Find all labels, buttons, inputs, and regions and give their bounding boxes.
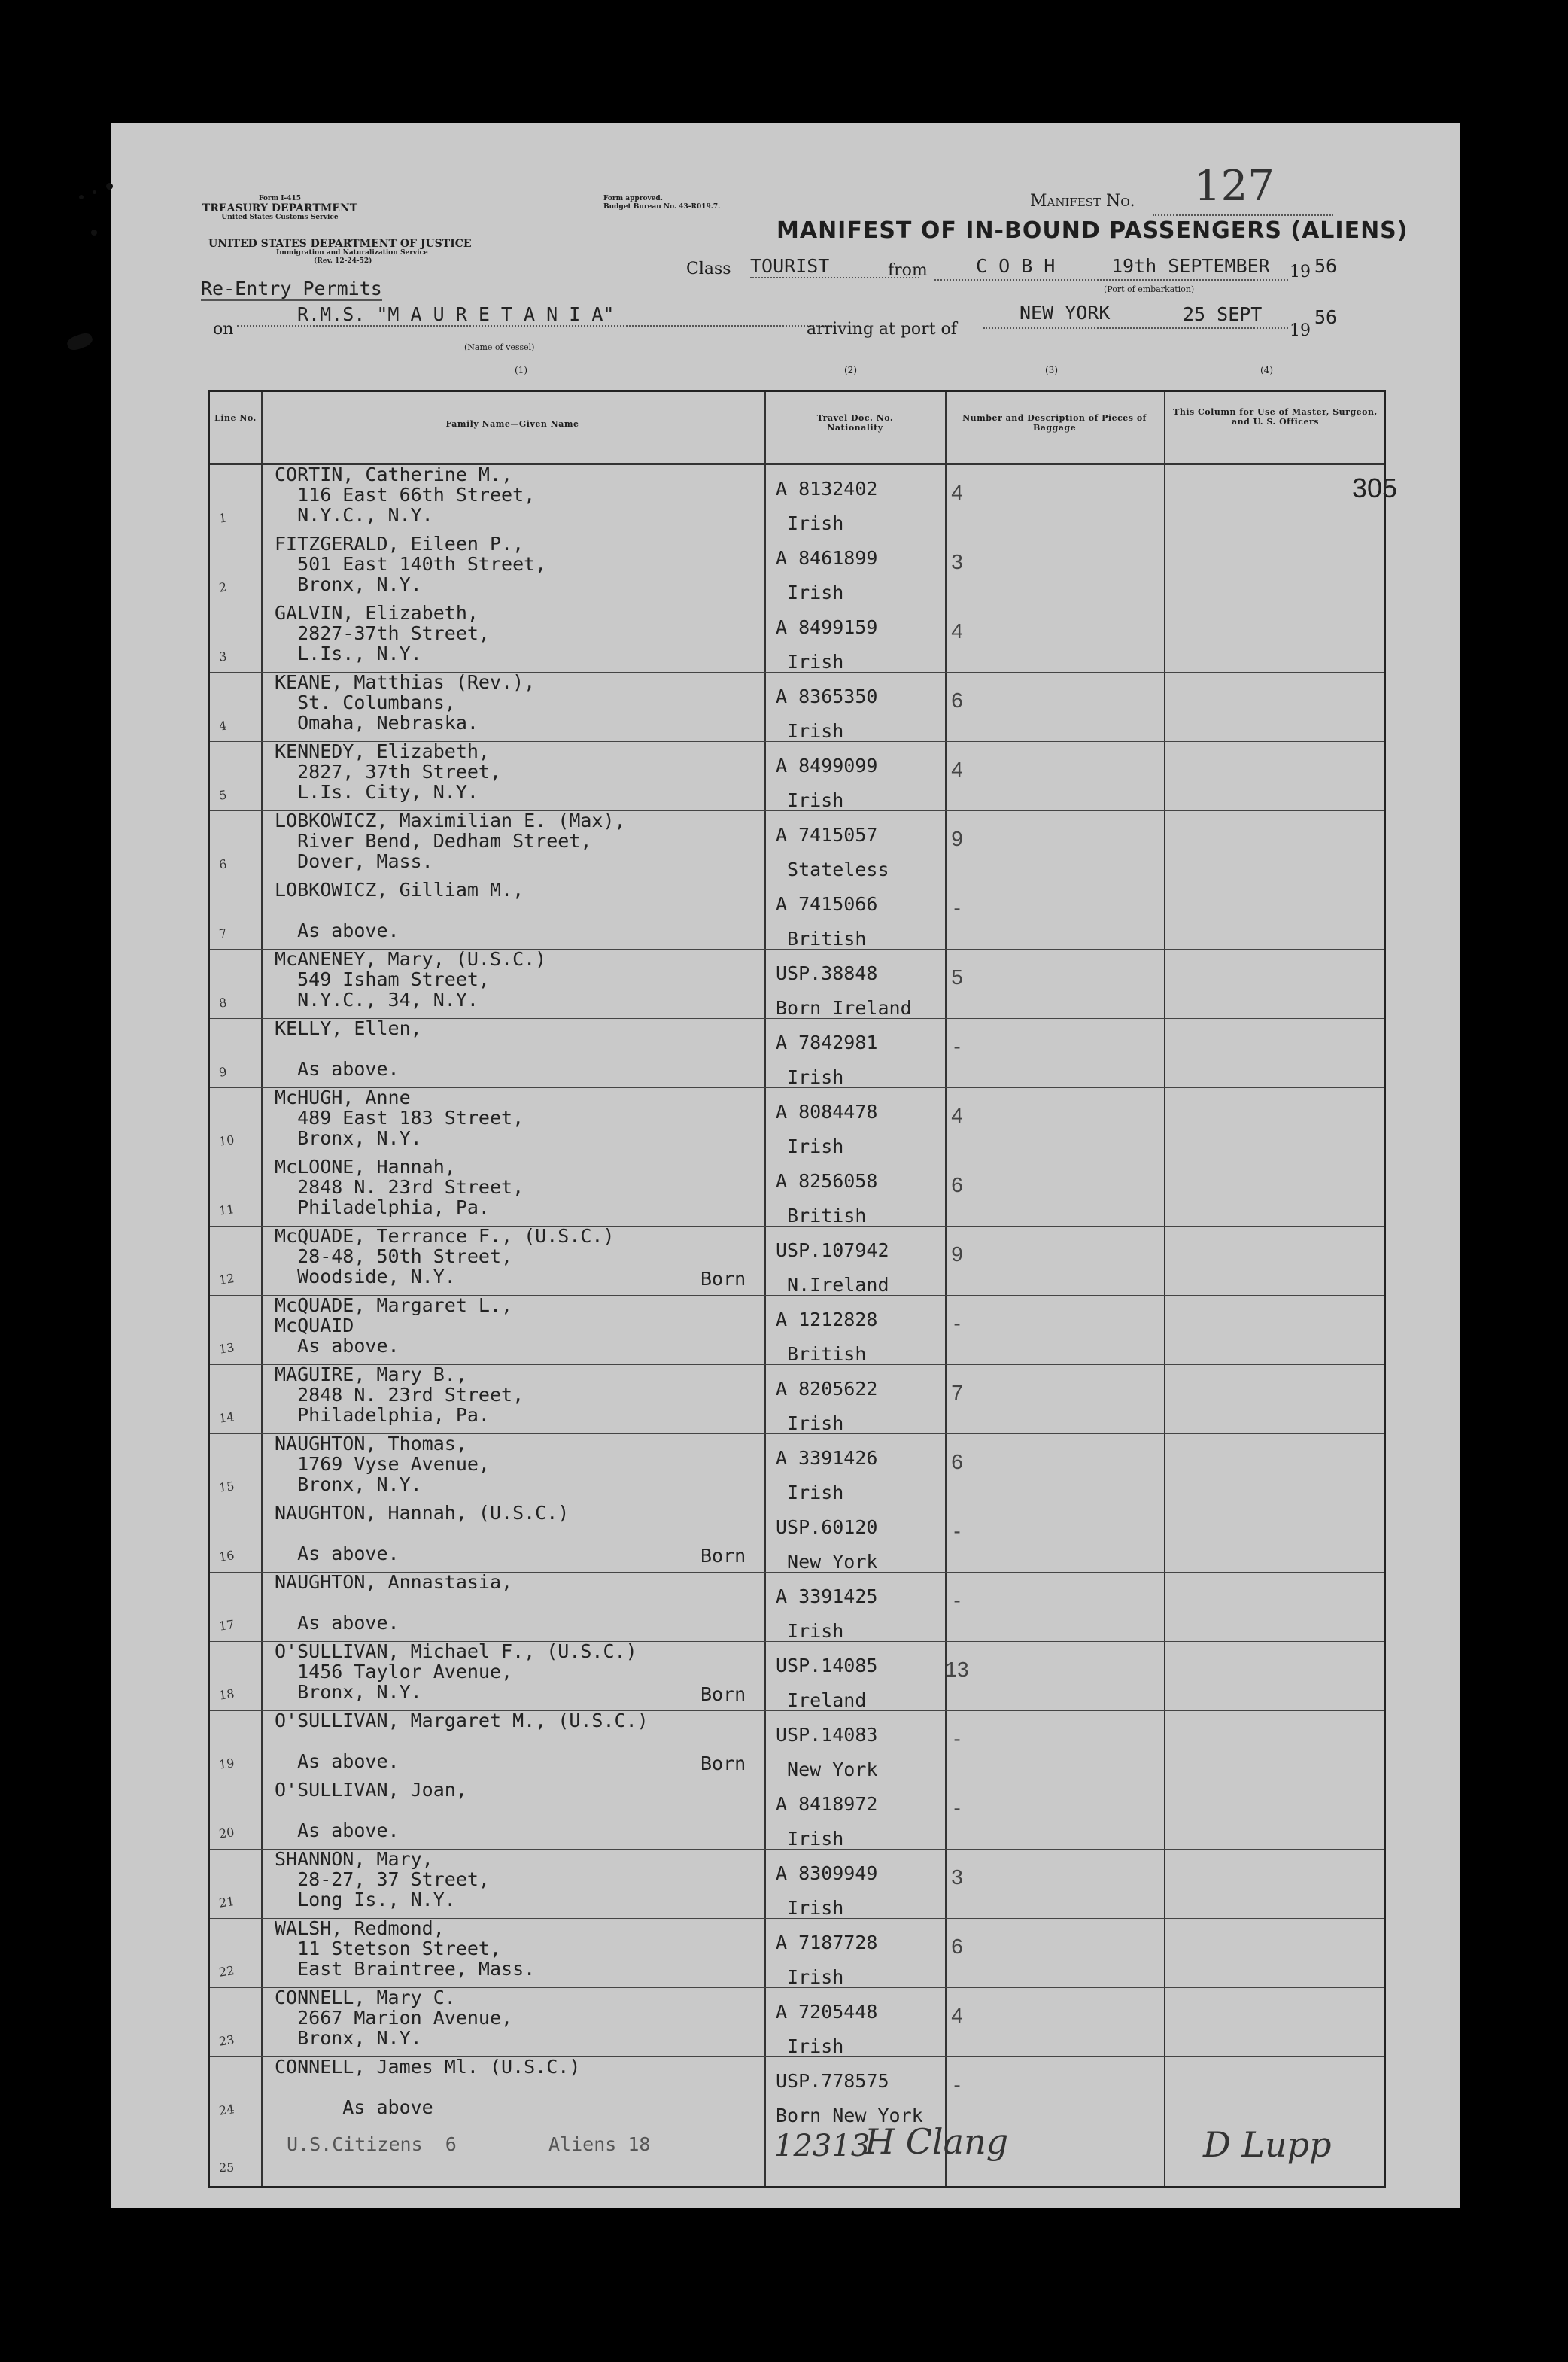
line-number: 10 <box>217 1132 236 1149</box>
citizens-count: U.S.Citizens 6 <box>287 2133 457 2155</box>
travel-doc-nationality: A 8132402 Irish <box>776 478 878 534</box>
line-number: 15 <box>217 1479 236 1495</box>
baggage-count: 5 <box>951 965 963 989</box>
header-line-no: Line No. <box>214 413 257 423</box>
passenger-name-address: KELLY, Ellen, As above. <box>275 1017 422 1080</box>
signature-1: H Clang <box>865 2121 1009 2162</box>
table-row <box>210 1710 1384 1780</box>
baggage-count: 4 <box>951 481 963 504</box>
header-officers-use: This Column for Use of Master, Surgeon, and U. S. Officers <box>1173 407 1378 427</box>
passenger-name-address: NAUGHTON, Annastasia, As above. <box>275 1571 513 1634</box>
manifest-no-line <box>1153 214 1333 216</box>
baggage-count: - <box>953 1727 961 1750</box>
punch-mark <box>79 195 84 199</box>
baggage-count: 4 <box>951 619 963 643</box>
line-number: 21 <box>217 1894 236 1911</box>
travel-doc-nationality: A 1212828 British <box>776 1309 878 1365</box>
justice-dept: UNITED STATES DEPARTMENT OF JUSTICE <box>208 238 472 250</box>
line-number: 16 <box>217 1548 236 1564</box>
baggage-count: 6 <box>951 1450 963 1473</box>
passenger-name-address: LOBKOWICZ, Gilliam M., As above. <box>275 879 524 941</box>
passenger-name-address: FITZGERALD, Eileen P., 501 East 140th Street, Bronx, N.Y. <box>275 533 547 595</box>
summary-line-no: 25 <box>219 2160 235 2175</box>
col-number-4: (4) <box>1260 365 1273 375</box>
page-title: MANIFEST OF IN-BOUND PASSENGERS (ALIENS) <box>776 217 1408 244</box>
line-number: 7 <box>217 926 228 941</box>
line-number: 19 <box>217 1756 236 1772</box>
line-number: 11 <box>217 1202 236 1218</box>
table-row <box>210 1780 1384 1850</box>
table-row <box>210 1641 1384 1711</box>
form-number: Form I-415 <box>258 195 302 202</box>
table-row <box>210 1918 1384 1988</box>
year-prefix-2: 19 <box>1290 321 1311 340</box>
passenger-name-address: O'SULLIVAN, Joan, As above. <box>275 1779 467 1841</box>
baggage-count: 6 <box>951 1935 963 1958</box>
table-row <box>210 1364 1384 1434</box>
passenger-name-address: SHANNON, Mary, 28-27, 37 Street, Long Is., N.Y. <box>275 1848 490 1911</box>
baggage-count: - <box>953 1588 961 1612</box>
travel-doc-nationality: A 7187728 Irish <box>776 1932 878 1988</box>
passenger-name-address: McHUGH, Anne 489 East 183 Street, Bronx, N.Y. <box>275 1087 524 1149</box>
line-number: 18 <box>217 1686 236 1703</box>
travel-doc-nationality: A 8084478 Irish <box>776 1101 878 1157</box>
baggage-count: 7 <box>951 1381 963 1404</box>
passenger-table <box>208 390 1386 2188</box>
born-label: Born <box>700 1268 746 1290</box>
passenger-name-address: McQUADE, Terrance F., (U.S.C.) 28-48, 50th Street, Woodside, N.Y. <box>275 1225 615 1287</box>
line-number: 3 <box>217 649 228 664</box>
born-label: Born <box>700 1545 746 1567</box>
travel-doc-nationality: USP.38848 Born Ireland <box>776 962 912 1019</box>
line-number: 9 <box>217 1064 228 1080</box>
travel-doc-nationality: A 7415066 British <box>776 893 878 950</box>
line-number: 6 <box>217 856 228 872</box>
passenger-name-address: MAGUIRE, Mary B., 2848 N. 23rd Street, Philadelphia, Pa. <box>275 1363 524 1426</box>
passenger-name-address: CONNELL, James Ml. (U.S.C.) As above <box>275 2056 581 2118</box>
baggage-count: 3 <box>951 550 963 573</box>
baggage-count: 6 <box>951 689 963 712</box>
baggage-count: 3 <box>951 1865 963 1889</box>
arrival-date: 25 SEPT <box>1183 303 1263 325</box>
passenger-name-address: McQUADE, Margaret L., McQUAID As above. <box>275 1294 513 1357</box>
header-baggage: Number and Description of Pieces of Baggage <box>962 413 1147 433</box>
table-row <box>210 949 1384 1019</box>
page-number: 305 <box>1352 473 1398 503</box>
customs-service: United States Customs Service <box>221 214 339 221</box>
table-row <box>210 1087 1384 1157</box>
travel-doc-nationality: A 7415057 Stateless <box>776 824 889 880</box>
line-number: 17 <box>217 1617 236 1634</box>
baggage-count: 6 <box>951 1173 963 1196</box>
baggage-count: 4 <box>951 1104 963 1127</box>
header-travel-doc: Travel Doc. No. Nationality <box>816 413 894 433</box>
aliens-count: Aliens 18 <box>548 2133 651 2155</box>
line-number: 14 <box>217 1409 236 1426</box>
class-value: TOURIST <box>750 255 919 278</box>
line-number: 12 <box>217 1271 236 1287</box>
treasury-dept: TREASURY DEPARTMENT <box>202 202 358 214</box>
revision: (Rev. 12-24-52) <box>314 257 372 265</box>
passenger-name-address: CORTIN, Catherine M., 116 East 66th Street, N.Y.C., N.Y. <box>275 464 536 526</box>
travel-doc-nationality: A 8309949 Irish <box>776 1862 878 1919</box>
table-row <box>210 741 1384 811</box>
baggage-count: 4 <box>951 758 963 781</box>
baggage-count: 9 <box>951 827 963 850</box>
header-family-name: Family Name—Given Name <box>445 419 579 429</box>
passenger-name-address: O'SULLIVAN, Margaret M., (U.S.C.) As above. <box>275 1710 649 1772</box>
line-number: 1 <box>217 510 228 526</box>
passenger-name-address: LOBKOWICZ, Maximilian E. (Max), River Bend, Dedham Street, Dover, Mass. <box>275 810 626 872</box>
table-row <box>210 1572 1384 1642</box>
table-row <box>210 880 1384 950</box>
passenger-name-address: McLOONE, Hannah, 2848 N. 23rd Street, Philadelphia, Pa. <box>275 1156 524 1218</box>
travel-doc-nationality: USP.14085 Ireland <box>776 1655 878 1711</box>
passenger-name-address: CONNELL, Mary C. 2667 Marion Avenue, Bronx, N.Y. <box>275 1987 513 2049</box>
punch-mark <box>91 230 97 236</box>
line-number: 22 <box>217 1963 236 1980</box>
passenger-name-address: GALVIN, Elizabeth, 2827-37th Street, L.Is., N.Y. <box>275 602 490 664</box>
from-line <box>934 279 1288 281</box>
arrival-port: NEW YORK <box>1020 302 1111 324</box>
from-date: 19th SEPTEMBER <box>1111 255 1270 277</box>
travel-doc-nationality: A 8205622 Irish <box>776 1378 878 1434</box>
handwritten-number: 12313 <box>774 2129 871 2163</box>
travel-doc-nationality: USP.14083 New York <box>776 1724 878 1780</box>
table-row <box>210 464 1384 534</box>
reentry-permits: Re-Entry Permits <box>201 278 382 299</box>
table-row <box>210 1226 1384 1296</box>
table-row <box>210 1157 1384 1227</box>
passenger-name-address: NAUGHTON, Thomas, 1769 Vyse Avenue, Bronx, N.Y. <box>275 1433 490 1495</box>
ink-blot <box>65 331 94 353</box>
col-number-2: (2) <box>844 365 857 375</box>
signature-2: D Lupp <box>1203 2124 1332 2165</box>
manifest-page <box>111 123 1460 2208</box>
baggage-count: - <box>953 1519 961 1543</box>
baggage-count: - <box>953 896 961 920</box>
vessel-name: R.M.S. "M A U R E T A N I A" <box>237 303 835 327</box>
table-row <box>210 603 1384 673</box>
travel-doc-nationality: A 8256058 British <box>776 1170 878 1227</box>
travel-doc-nationality: A 8365350 Irish <box>776 685 878 742</box>
manifest-no-value: 127 <box>1194 162 1275 211</box>
baggage-count: 4 <box>951 2004 963 2027</box>
line-number: 13 <box>217 1340 236 1357</box>
line-number: 24 <box>217 2102 236 2118</box>
travel-doc-nationality: A 8418972 Irish <box>776 1793 878 1850</box>
line-number: 5 <box>217 787 228 803</box>
line-number: 20 <box>217 1825 236 1841</box>
on-label: on <box>213 320 234 339</box>
from-label: from <box>888 261 928 280</box>
arriving-label: arriving at port of <box>807 320 957 339</box>
table-row <box>210 2056 1384 2126</box>
table-row <box>210 1987 1384 2057</box>
table-row <box>210 1295 1384 1365</box>
form-approved: Form approved. <box>603 195 663 202</box>
vessel-note: (Name of vessel) <box>464 342 535 352</box>
passenger-name-address: O'SULLIVAN, Michael F., (U.S.C.) 1456 Taylor Avenue, Bronx, N.Y. <box>275 1640 637 1703</box>
manifest-no-label: Manifest No. <box>1030 192 1135 211</box>
baggage-count: - <box>953 1796 961 1819</box>
summary-row <box>210 2121 1384 2184</box>
baggage-count: - <box>953 2073 961 2096</box>
passenger-name-address: WALSH, Redmond, 11 Stetson Street, East Braintree, Mass. <box>275 1917 536 1980</box>
table-row <box>210 1018 1384 1088</box>
line-number: 8 <box>217 995 228 1011</box>
table-row <box>210 1503 1384 1573</box>
travel-doc-nationality: A 8499159 Irish <box>776 616 878 673</box>
baggage-count: 9 <box>951 1242 963 1266</box>
travel-doc-nationality: A 7205448 Irish <box>776 2001 878 2057</box>
travel-doc-nationality: A 3391425 Irish <box>776 1585 878 1642</box>
table-row <box>210 1849 1384 1919</box>
arrival-line <box>983 327 1288 329</box>
table-row <box>210 810 1384 880</box>
line-number: 2 <box>217 579 228 595</box>
form-agency-header <box>156 195 404 222</box>
born-label: Born <box>700 1683 746 1705</box>
approval-block <box>603 195 799 211</box>
table-row <box>210 1433 1384 1503</box>
budget-bureau: Budget Bureau No. 43-R019.7. <box>603 203 721 211</box>
travel-doc-nationality: USP.778575 Born New York <box>776 2070 923 2126</box>
punch-mark <box>93 190 96 194</box>
born-label: Born <box>700 1753 746 1774</box>
punch-mark <box>106 183 113 190</box>
ins-service: Immigration and Naturalization Service <box>276 249 428 257</box>
col-number-1: (1) <box>515 365 527 375</box>
passenger-name-address: McANENEY, Mary, (U.S.C.) 549 Isham Street, N.Y.C., 34, N.Y. <box>275 948 547 1011</box>
line-number: 23 <box>217 2032 236 2049</box>
class-label: Class <box>686 260 731 278</box>
travel-doc-nationality: A 3391426 Irish <box>776 1447 878 1503</box>
col-number-3: (3) <box>1045 365 1058 375</box>
travel-doc-nationality: A 7842981 Irish <box>776 1032 878 1088</box>
passenger-name-address: KEANE, Matthias (Rev.), St. Columbans, Omaha, Nebraska. <box>275 671 536 734</box>
justice-header <box>208 239 660 266</box>
travel-doc-nationality: A 8499099 Irish <box>776 755 878 811</box>
travel-doc-nationality: USP.107942 N.Ireland <box>776 1239 889 1296</box>
baggage-count: - <box>953 1035 961 1058</box>
year-suffix-1: 56 <box>1314 255 1338 277</box>
passenger-name-address: NAUGHTON, Hannah, (U.S.C.) As above. <box>275 1502 570 1564</box>
travel-doc-nationality: A 8461899 Irish <box>776 547 878 603</box>
travel-doc-nationality: USP.60120 New York <box>776 1516 878 1573</box>
from-port: C O B H <box>976 255 1056 277</box>
year-prefix-1: 19 <box>1290 263 1311 281</box>
table-row <box>210 672 1384 742</box>
passenger-name-address: KENNEDY, Elizabeth, 2827, 37th Street, L.Is. City, N.Y. <box>275 740 502 803</box>
baggage-count: 13 <box>945 1658 969 1681</box>
baggage-count: - <box>953 1312 961 1335</box>
year-suffix-2: 56 <box>1314 306 1338 328</box>
table-row <box>210 534 1384 603</box>
embarkation-note: (Port of embarkation) <box>1104 284 1195 294</box>
line-number: 4 <box>217 718 228 734</box>
